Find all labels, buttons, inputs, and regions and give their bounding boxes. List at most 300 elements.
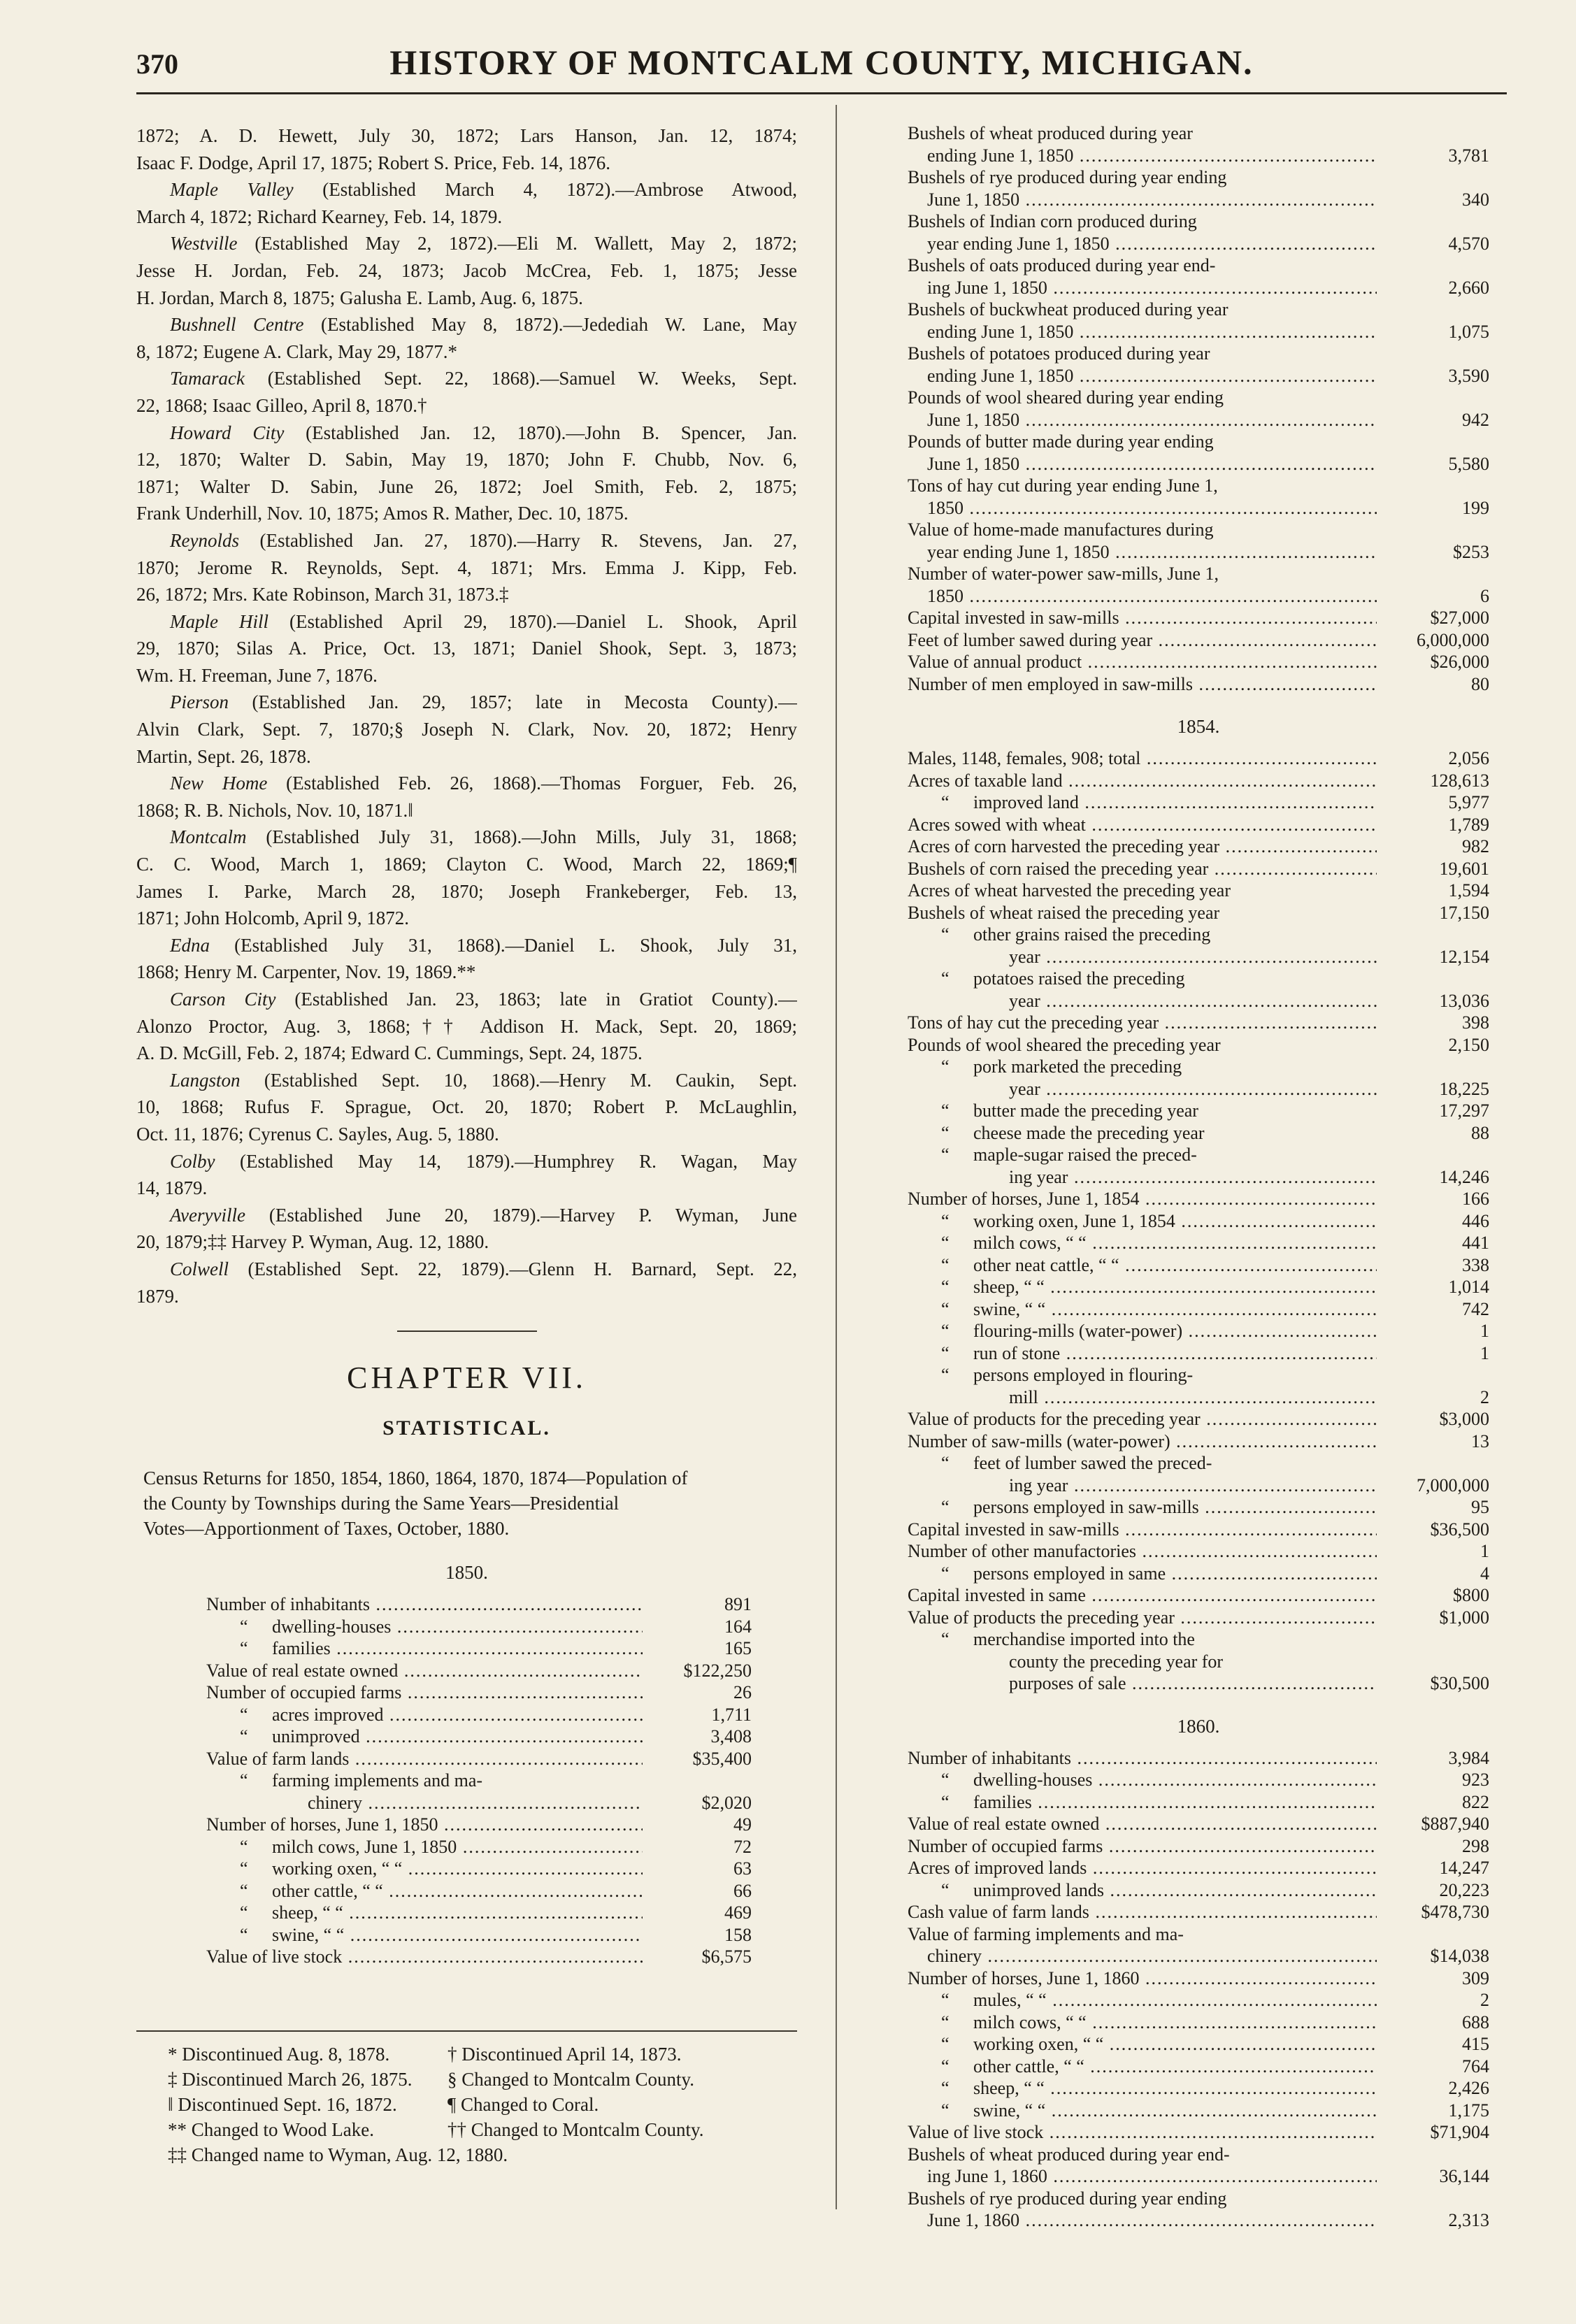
chapter-summary bbox=[143, 1465, 797, 1541]
stat-label bbox=[908, 475, 1377, 497]
stat-value: $800 bbox=[1453, 1585, 1489, 1605]
ditto-mark: “ bbox=[941, 1770, 950, 1790]
stat-row bbox=[908, 1342, 1489, 1365]
stat-row bbox=[908, 1034, 1489, 1056]
stat-row bbox=[908, 1901, 1489, 1923]
stat-label-text: potatoes raised the preceding bbox=[973, 968, 1185, 989]
stat-row bbox=[908, 1122, 1489, 1145]
postmaster-line bbox=[136, 824, 797, 851]
office-name: Maple Hill bbox=[170, 610, 268, 632]
stat-row bbox=[908, 299, 1489, 321]
postmaster-text: (Established Sept. 22, 1879).—Glenn H. Barnard, Sept. 22, bbox=[229, 1258, 797, 1279]
postmaster-line bbox=[136, 1067, 797, 1094]
stat-label-text: Value of real estate owned bbox=[206, 1660, 399, 1681]
stat-label-text: milch cows, “ “ bbox=[973, 1233, 1087, 1253]
stat-label bbox=[908, 387, 1377, 409]
postmaster-line bbox=[136, 770, 797, 797]
stat-value: 128,613 bbox=[1430, 770, 1489, 791]
stat-value: $253 bbox=[1453, 541, 1489, 562]
stat-row bbox=[908, 2100, 1489, 2122]
stat-label bbox=[908, 880, 1377, 902]
stat-value: 13 bbox=[1471, 1430, 1489, 1451]
postmaster-text: Alvin Clark, Sept. 7, 1870;§ Joseph N. Clark, Nov. 20, 1872; Henry bbox=[136, 719, 797, 740]
census-1854-table bbox=[908, 747, 1489, 1695]
stat-value: 469 bbox=[724, 1902, 752, 1923]
stat-row bbox=[908, 902, 1489, 924]
stat-value: 1,075 bbox=[1448, 321, 1489, 342]
stat-label-text: families bbox=[272, 1638, 331, 1659]
stat-label bbox=[908, 277, 1377, 299]
stat-label bbox=[908, 497, 1377, 519]
stat-row bbox=[908, 254, 1489, 277]
stat-value: 441 bbox=[1462, 1233, 1489, 1253]
stat-label-text: swine, “ “ bbox=[272, 1924, 345, 1945]
postmaster-text: 14, 1879. bbox=[136, 1177, 208, 1199]
stat-label-text: unimproved bbox=[272, 1726, 360, 1747]
ditto-mark: “ bbox=[941, 2034, 950, 2054]
stat-label-text: Cash value of farm lands bbox=[908, 1902, 1089, 1922]
stat-value: 3,590 bbox=[1448, 365, 1489, 386]
postmaster-text: (Established April 29, 1870).—Daniel L. Shook, April bbox=[268, 610, 797, 632]
stat-value: 742 bbox=[1462, 1298, 1489, 1319]
stat-label bbox=[908, 1519, 1377, 1541]
stat-label bbox=[908, 990, 1377, 1012]
summary-line: the County by Townships during the Same Years—Presidential bbox=[143, 1493, 619, 1514]
stat-row bbox=[908, 1408, 1489, 1430]
stat-row bbox=[908, 321, 1489, 343]
stat-label bbox=[908, 365, 1377, 387]
stat-value: 12,154 bbox=[1439, 946, 1489, 967]
stat-label-text: sheep, “ “ bbox=[973, 1277, 1045, 1297]
postmaster-line bbox=[136, 878, 797, 905]
ditto-mark: “ bbox=[240, 1616, 248, 1637]
stat-value: 95 bbox=[1471, 1497, 1489, 1517]
stat-label bbox=[908, 254, 1377, 277]
year-heading-1850: 1850. bbox=[445, 1562, 488, 1584]
stat-label bbox=[908, 541, 1377, 564]
stat-label-text: Number of other manufactories bbox=[908, 1541, 1137, 1561]
stat-row bbox=[206, 1924, 752, 1946]
stat-label-text: Value of farm lands bbox=[206, 1748, 350, 1769]
stat-label-text: other neat cattle, “ “ bbox=[973, 1254, 1119, 1275]
stat-value: 49 bbox=[733, 1814, 752, 1835]
postmaster-line bbox=[136, 1283, 797, 1310]
stat-row bbox=[206, 1637, 752, 1660]
stat-label bbox=[908, 1100, 1377, 1122]
stat-label-text: ing year bbox=[1009, 1475, 1068, 1495]
office-name: Howard City bbox=[170, 422, 285, 443]
stat-label-text: ing June 1, 1850 bbox=[927, 277, 1047, 298]
stat-label bbox=[206, 1792, 643, 1814]
stat-value: $2,020 bbox=[701, 1792, 752, 1813]
stat-row bbox=[908, 1813, 1489, 1835]
stat-label-text: cheese made the preceding year bbox=[973, 1122, 1205, 1143]
stat-label bbox=[908, 814, 1377, 836]
postmaster-text: Alonzo Proctor, Aug. 3, 1868;†† Addison H. Mack, Sept. 20, 1869; bbox=[136, 1015, 797, 1037]
footnote: ‡‡ Changed name to Wyman, Aug. 12, 1880. bbox=[168, 2144, 508, 2165]
stat-row bbox=[908, 990, 1489, 1012]
stat-label bbox=[908, 1747, 1377, 1770]
postmaster-text: (Established Jan. 29, 1857; late in Mecosta County).— bbox=[229, 691, 797, 713]
stat-value: 166 bbox=[1462, 1189, 1489, 1209]
postmaster-line bbox=[136, 527, 797, 554]
stat-value: 446 bbox=[1462, 1210, 1489, 1231]
stat-label bbox=[908, 2033, 1377, 2056]
stat-value: 982 bbox=[1462, 836, 1489, 856]
stat-label-text: ing June 1, 1860 bbox=[927, 2166, 1047, 2186]
stat-row bbox=[908, 770, 1489, 792]
stat-label-text: Capital invested in saw-mills bbox=[908, 608, 1119, 628]
stat-row bbox=[908, 1519, 1489, 1541]
stat-label-text: year bbox=[1009, 1078, 1040, 1099]
stat-row bbox=[908, 145, 1489, 167]
stat-label bbox=[908, 1056, 1377, 1078]
stat-label-text: improved land bbox=[973, 792, 1079, 812]
stat-label bbox=[908, 1430, 1377, 1453]
stat-label bbox=[908, 1540, 1377, 1563]
stat-label-text: Number of water-power saw-mills, June 1, bbox=[908, 564, 1219, 584]
stat-label bbox=[908, 2209, 1377, 2232]
postmaster-text: 1879. bbox=[136, 1285, 179, 1307]
stat-row bbox=[908, 1945, 1489, 1967]
stat-value: 2,313 bbox=[1448, 2210, 1489, 2230]
stat-value: 14,246 bbox=[1439, 1166, 1489, 1187]
stat-label bbox=[206, 1814, 643, 1836]
postmaster-line bbox=[136, 338, 797, 366]
stat-label bbox=[908, 2188, 1377, 2210]
footnote: ¶ Changed to Coral. bbox=[447, 2094, 599, 2115]
stat-label bbox=[908, 858, 1377, 880]
stat-row bbox=[908, 651, 1489, 673]
stat-row bbox=[908, 607, 1489, 629]
stat-label-text: Acres sowed with wheat bbox=[908, 814, 1086, 835]
postmaster-text: Martin, Sept. 26, 1878. bbox=[136, 745, 311, 767]
postmaster-line bbox=[136, 230, 797, 257]
stat-value: 20,223 bbox=[1439, 1879, 1489, 1900]
stat-label bbox=[908, 924, 1377, 946]
stat-label bbox=[908, 1254, 1377, 1277]
stat-label bbox=[908, 1408, 1377, 1430]
stat-row bbox=[908, 1747, 1489, 1770]
stat-row bbox=[206, 1902, 752, 1924]
stat-label bbox=[206, 1593, 643, 1616]
stat-value: 923 bbox=[1462, 1770, 1489, 1790]
stat-row bbox=[908, 1769, 1489, 1791]
stat-row bbox=[908, 1056, 1489, 1078]
stat-label bbox=[908, 321, 1377, 343]
stat-row bbox=[908, 924, 1489, 946]
stat-row bbox=[908, 1012, 1489, 1034]
stat-label-text: Number of horses, June 1, 1850 bbox=[206, 1814, 438, 1835]
stat-label-text: pork marketed the preceding bbox=[973, 1056, 1182, 1077]
postmaster-text: (Established May 2, 1872).—Eli M. Wallett, May 2, 1872; bbox=[237, 233, 797, 254]
stat-label-text: swine, “ “ bbox=[973, 1298, 1046, 1319]
postmaster-line bbox=[136, 743, 797, 770]
postmaster-text: Oct. 11, 1876; Cyrenus C. Sayles, Aug. 5, 1880. bbox=[136, 1123, 499, 1145]
stat-row bbox=[908, 431, 1489, 453]
stat-label bbox=[908, 1342, 1377, 1365]
stat-label bbox=[908, 1386, 1377, 1409]
postmaster-text: 1871; John Holcomb, April 9, 1872. bbox=[136, 908, 409, 929]
ditto-mark: “ bbox=[941, 2056, 950, 2076]
stat-label-text: Value of annual product bbox=[908, 652, 1082, 672]
stat-label-text: working oxen, June 1, 1854 bbox=[973, 1210, 1175, 1231]
stat-value: 1,594 bbox=[1448, 880, 1489, 901]
office-name: Colby bbox=[170, 1150, 215, 1172]
office-name: Tamarack bbox=[170, 368, 245, 389]
stat-label-text: dwelling-houses bbox=[973, 1770, 1093, 1790]
office-name: Colwell bbox=[170, 1258, 229, 1279]
stat-label bbox=[908, 233, 1377, 255]
ditto-mark: “ bbox=[941, 1879, 950, 1900]
stat-label bbox=[206, 1681, 643, 1704]
stat-value: 1,711 bbox=[711, 1704, 752, 1725]
postmaster-line bbox=[136, 608, 797, 636]
stat-row bbox=[908, 1078, 1489, 1100]
stat-row bbox=[908, 210, 1489, 233]
stat-label-text: Number of horses, June 1, 1854 bbox=[908, 1189, 1140, 1209]
stat-value: 17,297 bbox=[1439, 1100, 1489, 1121]
stat-label-text: 1850 bbox=[927, 497, 963, 518]
stat-label-text: farming implements and ma- bbox=[272, 1770, 483, 1791]
stat-label-text: feet of lumber sawed the preced- bbox=[973, 1453, 1212, 1473]
stat-label-text: other cattle, “ “ bbox=[973, 2056, 1084, 2076]
ditto-mark: “ bbox=[941, 1100, 950, 1121]
stat-label-text: county the preceding year for bbox=[1009, 1651, 1224, 1672]
stat-value: $887,940 bbox=[1421, 1814, 1489, 1834]
stat-label-text: year ending June 1, 1850 bbox=[927, 233, 1110, 254]
stat-row bbox=[908, 497, 1489, 519]
stat-label-text: Value of home-made manufactures during bbox=[908, 519, 1214, 540]
postmaster-text: 8, 1872; Eugene A. Clark, May 29, 1877.* bbox=[136, 340, 457, 362]
stat-label-text: Value of products for the preceding year bbox=[908, 1409, 1201, 1429]
stat-label-text: Bushels of wheat raised the preceding year bbox=[908, 902, 1220, 923]
stat-label-text: Acres of taxable land bbox=[908, 770, 1063, 791]
footnote: ‡ Discontinued March 26, 1875. bbox=[168, 2069, 413, 2090]
stat-label-text: acres improved bbox=[272, 1704, 384, 1725]
postmaster-text: 26, 1872; Mrs. Kate Robinson, March 31, 1873.‡ bbox=[136, 584, 509, 605]
stat-row bbox=[908, 1607, 1489, 1629]
stat-label-text: ending June 1, 1850 bbox=[927, 321, 1074, 342]
postmaster-text: Wm. H. Freeman, June 7, 1876. bbox=[136, 664, 378, 686]
stat-label-text: Pounds of butter made during year ending bbox=[908, 431, 1214, 452]
stat-row bbox=[908, 343, 1489, 365]
stat-label bbox=[908, 1879, 1377, 1902]
office-name: Bushnell Centre bbox=[170, 314, 304, 336]
stat-row bbox=[908, 747, 1489, 770]
stat-label bbox=[908, 1791, 1377, 1814]
stat-label-text: ending June 1, 1850 bbox=[927, 145, 1074, 166]
stat-value: $27,000 bbox=[1430, 608, 1489, 628]
stat-label-text: milch cows, June 1, 1850 bbox=[272, 1836, 457, 1857]
stat-label-text: Feet of lumber sawed during year bbox=[908, 629, 1153, 650]
stat-value: 3,408 bbox=[710, 1726, 752, 1747]
stat-row bbox=[908, 1857, 1489, 1879]
stat-value: 19,601 bbox=[1439, 858, 1489, 879]
stat-label bbox=[206, 1726, 643, 1748]
stat-row bbox=[206, 1792, 752, 1814]
stat-label-text: chinery bbox=[308, 1792, 362, 1813]
stat-label bbox=[908, 1857, 1377, 1879]
stat-label bbox=[908, 1122, 1377, 1145]
footnote: ‖ Discontinued Sept. 16, 1872. bbox=[168, 2094, 397, 2115]
stat-label-text: Bushels of oats produced during year end- bbox=[908, 255, 1216, 275]
postmaster-text: (Established May 14, 1879).—Humphrey R. Wagan, May bbox=[215, 1150, 797, 1172]
postmaster-line bbox=[136, 905, 797, 932]
ditto-mark: “ bbox=[941, 1497, 950, 1517]
stat-row bbox=[908, 2209, 1489, 2232]
stat-label-text: Bushels of Indian corn produced during bbox=[908, 211, 1197, 231]
ditto-mark: “ bbox=[941, 1277, 950, 1297]
postmaster-line bbox=[136, 554, 797, 582]
stat-label bbox=[908, 1276, 1377, 1298]
stat-label bbox=[908, 453, 1377, 475]
ditto-mark: “ bbox=[941, 1298, 950, 1319]
stat-label bbox=[908, 1607, 1377, 1629]
stat-value: 36,144 bbox=[1439, 2166, 1489, 2186]
postmaster-line bbox=[136, 365, 797, 392]
footnote: ** Changed to Wood Lake. bbox=[168, 2119, 375, 2140]
summary-line: Votes—Apportionment of Taxes, October, 1880. bbox=[143, 1518, 510, 1540]
postmaster-line bbox=[136, 1175, 797, 1202]
ditto-mark: “ bbox=[941, 2078, 950, 2098]
stat-value: 80 bbox=[1471, 673, 1489, 694]
postmaster-text: March 4, 1872; Richard Kearney, Feb. 14, 1879. bbox=[136, 206, 503, 227]
stat-label bbox=[908, 1034, 1377, 1056]
postmaster-line bbox=[136, 689, 797, 716]
stat-value: 199 bbox=[1462, 497, 1489, 518]
stat-label bbox=[908, 835, 1377, 858]
stat-value: 891 bbox=[724, 1594, 752, 1615]
postmaster-text: (Established Jan. 27, 1870).—Harry R. Stevens, Jan. 27, bbox=[238, 529, 797, 551]
stat-label-text: Value of farming implements and ma- bbox=[908, 1923, 1184, 1944]
stat-label-text: persons employed in same bbox=[973, 1563, 1166, 1584]
stat-label-text: dwelling-houses bbox=[272, 1616, 392, 1637]
postmaster-line bbox=[136, 150, 797, 177]
stat-label-text: Capital invested in same bbox=[908, 1585, 1086, 1605]
stat-row bbox=[908, 1989, 1489, 2011]
stat-row bbox=[908, 1563, 1489, 1585]
stat-label-text: mill bbox=[1009, 1386, 1038, 1407]
ditto-mark: “ bbox=[240, 1726, 248, 1747]
stat-row bbox=[206, 1836, 752, 1858]
stat-row bbox=[908, 233, 1489, 255]
stat-label-text: Tons of hay cut during year ending June 1, bbox=[908, 475, 1218, 496]
stat-label-text: Number of occupied farms bbox=[206, 1682, 402, 1703]
postmaster-text: Isaac F. Dodge, April 17, 1875; Robert S. Price, Feb. 14, 1876. bbox=[136, 152, 611, 173]
stat-label bbox=[908, 299, 1377, 321]
stat-value: 1 bbox=[1480, 1342, 1489, 1363]
stat-value: 398 bbox=[1462, 1012, 1489, 1033]
stat-row bbox=[908, 1364, 1489, 1386]
stat-label bbox=[206, 1616, 643, 1638]
stat-label bbox=[908, 145, 1377, 167]
stat-row bbox=[206, 1858, 752, 1880]
postmaster-line bbox=[136, 473, 797, 501]
stat-label bbox=[206, 1660, 643, 1682]
stat-value: $36,500 bbox=[1430, 1519, 1489, 1540]
office-name: Westville bbox=[170, 233, 238, 254]
stat-label-text: year bbox=[1009, 990, 1040, 1011]
postmaster-line bbox=[136, 1121, 797, 1148]
stat-label bbox=[908, 629, 1377, 652]
stat-label-text: Bushels of wheat produced during year bbox=[908, 123, 1193, 143]
stat-label bbox=[908, 2056, 1377, 2078]
stat-label bbox=[908, 968, 1377, 990]
stat-label-text: Value of real estate owned bbox=[908, 1814, 1100, 1834]
stat-row bbox=[206, 1593, 752, 1616]
stat-value: 4 bbox=[1480, 1563, 1489, 1584]
stat-value: 415 bbox=[1462, 2034, 1489, 2054]
stat-label bbox=[908, 1188, 1377, 1210]
stat-row bbox=[908, 1386, 1489, 1409]
stat-value: 822 bbox=[1462, 1791, 1489, 1812]
postmaster-line bbox=[136, 500, 797, 527]
stat-label bbox=[908, 409, 1377, 431]
stat-row bbox=[908, 409, 1489, 431]
ditto-mark: “ bbox=[941, 1210, 950, 1231]
stat-label bbox=[908, 791, 1377, 814]
postmaster-text: 10, 1868; Rufus F. Sprague, Oct. 20, 1870; Robert P. McLaughlin, bbox=[136, 1096, 797, 1118]
stat-value: $71,904 bbox=[1430, 2122, 1489, 2142]
stat-row bbox=[908, 453, 1489, 475]
stat-row bbox=[908, 968, 1489, 990]
postmaster-text: (Established March 4, 1872).—Ambrose Atwood, bbox=[293, 179, 797, 201]
stat-label-text: Tons of hay cut the preceding year bbox=[908, 1012, 1159, 1033]
stat-row bbox=[908, 2056, 1489, 2078]
stat-value: 88 bbox=[1471, 1122, 1489, 1143]
stat-value: 13,036 bbox=[1439, 990, 1489, 1011]
stat-row bbox=[908, 1452, 1489, 1475]
stat-label bbox=[908, 343, 1377, 365]
postmaster-line bbox=[136, 285, 797, 312]
stat-label-text: Capital invested in saw-mills bbox=[908, 1519, 1119, 1540]
stat-row bbox=[908, 166, 1489, 189]
footnote: * Discontinued Aug. 8, 1878. bbox=[168, 2044, 390, 2065]
stat-label-text: Number of horses, June 1, 1860 bbox=[908, 1967, 1140, 1988]
stat-label bbox=[908, 2144, 1377, 2166]
stat-label bbox=[908, 1923, 1377, 1946]
stat-label-text: persons employed in saw-mills bbox=[973, 1497, 1199, 1517]
ditto-mark: “ bbox=[240, 1858, 248, 1879]
stat-label-text: Acres of improved lands bbox=[908, 1858, 1087, 1878]
postmaster-line bbox=[136, 851, 797, 878]
stat-row bbox=[908, 2077, 1489, 2100]
stat-label bbox=[908, 1945, 1377, 1967]
right-column bbox=[908, 122, 1489, 2232]
stat-row bbox=[908, 1276, 1489, 1298]
stat-value: $26,000 bbox=[1430, 652, 1489, 672]
ditto-mark: “ bbox=[941, 968, 950, 989]
postmaster-line bbox=[136, 662, 797, 689]
stat-value: 165 bbox=[724, 1638, 752, 1659]
stat-value: 26 bbox=[733, 1682, 752, 1703]
stat-row bbox=[908, 1791, 1489, 1814]
office-name: Montcalm bbox=[170, 826, 247, 848]
stat-label-text: year ending June 1, 1850 bbox=[927, 541, 1110, 562]
stat-row bbox=[206, 1660, 752, 1682]
ditto-mark: “ bbox=[240, 1638, 248, 1659]
stat-value: 1,014 bbox=[1448, 1277, 1489, 1297]
stat-label-text: June 1, 1860 bbox=[927, 2210, 1020, 2230]
stat-row bbox=[908, 858, 1489, 880]
page-header bbox=[136, 42, 1507, 91]
office-name: Pierson bbox=[170, 691, 229, 713]
stat-label bbox=[206, 1637, 643, 1660]
stat-value: $30,500 bbox=[1430, 1673, 1489, 1693]
ditto-mark: “ bbox=[941, 1365, 950, 1385]
stat-row bbox=[908, 673, 1489, 696]
